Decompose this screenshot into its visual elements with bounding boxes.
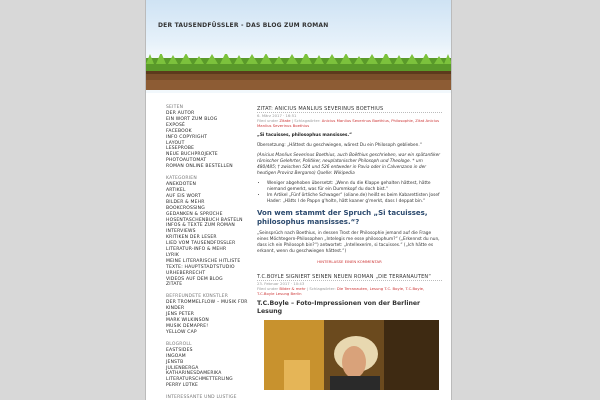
post-title[interactable]: T.C.BOYLE SIGNIERT SEINEN NEUEN ROMAN „DIE TERRANAUTEN“	[257, 274, 442, 281]
meta-prefix: Filed under	[257, 286, 280, 291]
post-meta	[257, 118, 442, 128]
sidebar-link[interactable]: AUF EIS WORT	[166, 193, 201, 199]
sidebar-link[interactable]: MUSIK DEMAPRE!	[166, 324, 209, 329]
sidebar-heading: INTERESSANTE UND LUSTIGE	[166, 395, 237, 400]
boyle-photo[interactable]	[264, 320, 439, 390]
sidebar-section-kategorien	[166, 176, 250, 288]
sidebar-link[interactable]: ROMAN ONLINE BESTELLEN	[166, 164, 233, 170]
sidebar-link[interactable]: DER TROMMELFLOW – MUSIK FÜR KINDER	[166, 300, 248, 312]
post	[257, 274, 442, 390]
sidebar-link[interactable]: INFO COPYRIGHT	[166, 134, 208, 140]
sidebar-link[interactable]: JENS PETER	[166, 312, 195, 318]
sidebar-link[interactable]: BOOKCROSSING	[166, 205, 205, 211]
photo-wrapper	[257, 320, 442, 390]
quote-text: „Si tacuisses, philosophus mansisses.“	[257, 133, 352, 138]
sidebar-link[interactable]: HOSENTASCHENBUCH BASTELN	[166, 217, 243, 223]
sidebar-link[interactable]: ANEKDOTEN	[166, 182, 197, 188]
sidebar-link[interactable]: LITERATUR-INFO & MEHR	[166, 247, 227, 253]
sidebar-heading: SEITEN	[166, 105, 184, 110]
post-meta	[257, 286, 442, 296]
sidebar-link[interactable]: LITERATURSCHMETTERLING	[166, 377, 233, 383]
sidebar-heading: BEFREUNDETE KÜNSTLER	[166, 294, 229, 300]
comment-link[interactable]: HINTERLASSE EINEN KOMMENTAR	[317, 259, 382, 264]
sidebar-link[interactable]: JENSTB	[166, 359, 184, 365]
post-title[interactable]: ZITAT: ANICIUS MANLIUS SEVERINUS BOETHIUS	[257, 106, 442, 113]
sidebar-link[interactable]: PERRY LÜTKE	[166, 383, 199, 389]
sidebar-link[interactable]: ARTIKEL	[166, 187, 186, 193]
post-date: 6. März 2017 · 16:51	[257, 113, 297, 118]
post	[257, 106, 442, 264]
sidebar-link[interactable]: EASTSIDES	[166, 347, 193, 353]
sidebar-link[interactable]: INFOS & TEXTE ZUM ROMAN	[166, 223, 235, 229]
sidebar-heading: BLOGROLL	[166, 341, 192, 347]
content-area	[146, 93, 451, 400]
sidebar-link[interactable]: LIED VOM TAUSENDFÜSSLER	[166, 241, 236, 247]
sidebar-link[interactable]: URHEBERRECHT	[166, 270, 206, 276]
sidebar	[166, 105, 250, 400]
main-column	[257, 106, 442, 390]
category-link[interactable]: Bilder & mehr	[279, 286, 306, 291]
sidebar-link[interactable]: GEDANKEN & SPRÜCHE	[166, 211, 223, 217]
sidebar-section-interessant	[166, 395, 250, 400]
sidebar-link[interactable]: LAYOUT	[166, 140, 185, 146]
post-subheading: T.C.Boyle – Foto-Impressionen von der Berliner Lesung	[257, 300, 421, 315]
post-body: „Seinsprüch nach Boethius, in dessen Trost der Philosophie jemand auf die Frage eines Möchtegern-Philosophen „Intelegis me esse philosophum?“ („Erkennst du nun, dass ich ein Philosoph bin?“) antwortet: „Intellexerim, si tacuisses.“ („Ich hätte es erkannt, wenn du geschwiegen hättest.“)	[257, 231, 440, 254]
sidebar-section-kuenstler	[166, 294, 250, 335]
sidebar-section-seiten	[166, 105, 250, 170]
sidebar-link[interactable]: INTERVIEWS	[166, 229, 196, 235]
sidebar-link[interactable]: NEUE BUCHPROJEKTE	[166, 152, 218, 158]
meta-prefix: Filed under	[257, 118, 280, 123]
sidebar-link[interactable]: TEXTE: HAUPTSTADTSTUDIO	[166, 264, 235, 270]
post-date: 23. Februar 2017 · 10:43	[257, 281, 305, 286]
sidebar-link[interactable]: EXPOSÉ	[166, 122, 186, 128]
sidebar-link[interactable]: INGOAM	[166, 353, 186, 359]
meta-mid: | Schlagwörter:	[290, 118, 322, 123]
sidebar-link[interactable]: LYRIK	[166, 252, 180, 258]
sidebar-link[interactable]: DER AUTOR	[166, 111, 195, 116]
sidebar-link[interactable]: JULIENBERGA	[166, 365, 199, 371]
post-quote	[257, 133, 442, 139]
meta-mid: | Schlagwörter:	[305, 286, 337, 291]
sidebar-link[interactable]: FACEBOOK	[166, 128, 192, 134]
blog-header	[146, 0, 451, 93]
post-subheading: Von wem stammt der Spruch „Si tacuisses, philosophus mansisses.“?	[257, 209, 428, 226]
sidebar-link[interactable]: MARK WILKINSON	[166, 318, 209, 324]
grass-header-image	[146, 54, 451, 90]
category-link[interactable]: Zitate	[279, 118, 291, 123]
post-bio: (Anicius Manlius Severinus Boethius, auch Boëthius geschrieben, war ein spätantiker römischer Gelehrter, Politiker, neuplatonischer Philosoph und Theologe. * um 480/485; † zwischen 524 und 526 entweder in Pavia oder in Calvenzano in der heutigen Provinz Bergamo) Quelle: Wikipedia	[257, 153, 440, 176]
sidebar-link[interactable]: ZITATE	[166, 282, 183, 288]
sidebar-link[interactable]: VIDEOS AUF DEM BLOG	[166, 276, 223, 282]
sidebar-link[interactable]: PHOTOAUTOMAT	[166, 158, 207, 164]
sidebar-heading: KATEGORIEN	[166, 176, 197, 182]
sidebar-link[interactable]: MEINE LITERARISCHE HITLISTE	[166, 258, 241, 264]
list-item: • Im Artikel „Fünf örtliche Schwager“ (oliane.de) heißt es beim Kabarettisten Josef Hader: „Hätts I de Pappn g'holtn, hätt koaner g'merkt, dass I deppat bin.“	[267, 193, 442, 205]
blog-page	[145, 0, 452, 400]
tag-links[interactable]: Anicius Manlius Severinus Boethius, Philosophie, Zitat Anicius Manlius Severinus Boethius	[257, 118, 440, 128]
list-item: • Weniger abgehoben übersetzt: „Wenn du die Klappe gehalten hättest, hätte niemand gemerkt, was für ein Dummkopf du doch bist.“	[267, 181, 442, 193]
sidebar-link[interactable]: BILDER & MEHR	[166, 199, 205, 205]
tag-links[interactable]: Die Terranauten, Lesung T.C. Boyle, T.C.Boyle, T.C.Boyle Lesung Berlin	[257, 286, 425, 296]
blog-title[interactable]: DER TAUSENDFÜSSLER - DAS BLOG ZUM ROMAN	[158, 22, 329, 29]
sidebar-link[interactable]: KRITIKEN DER LESER	[166, 235, 217, 241]
sidebar-link[interactable]: EIN WORT ZUM BLOG	[166, 116, 218, 122]
bullet-list	[267, 181, 442, 205]
sidebar-link[interactable]: KATHARINESDAMERIKA	[166, 371, 222, 377]
sidebar-link[interactable]: LESEPROBE	[166, 146, 195, 152]
sidebar-section-blogroll	[166, 342, 250, 389]
sidebar-link[interactable]: YELLOW CAP	[166, 329, 197, 335]
post-translation: Übersetzung: „Hättest du geschwiegen, wärest Du ein Philosoph geblieben.“	[257, 143, 422, 148]
